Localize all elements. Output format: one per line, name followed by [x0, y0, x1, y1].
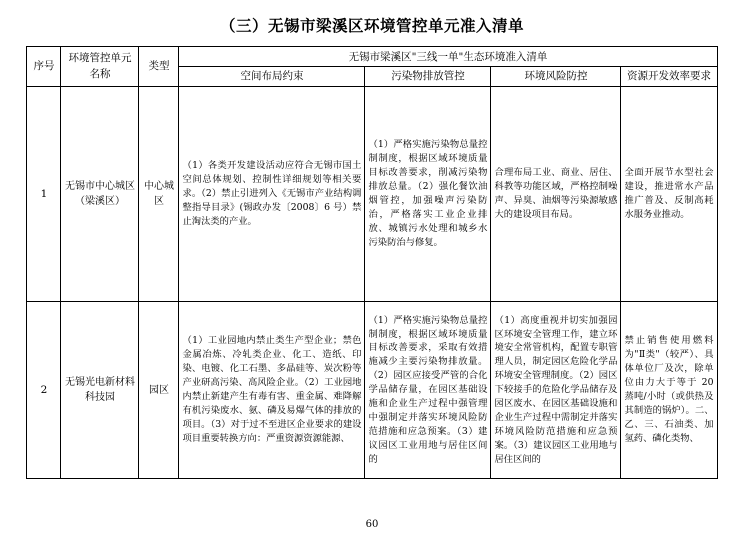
col-header-space-layout: 空间布局约束 — [179, 67, 365, 87]
table-row — [27, 87, 717, 302]
col-header-unit-name: 环境管控单元名称 — [61, 47, 139, 87]
row-space-layout: （1）工业园地内禁止类生产型企业；禁色金属冶炼、冷轧类企业、化工、造纸、印染、电镀、化工石墨、多晶硅等、炭次粉等产业研高污染、高风险企业。（2）工业园地内禁止新建产生有毒有害、重金属、难降解有机污染废水、氨、磷及易爆气体的排放的项目。（3）对于过不至进区企业要求的建设项目重要转换方向：严重资源资源能源、 — [179, 302, 365, 479]
table-row — [27, 302, 717, 479]
row-risk-prevention: （1）高度重视并切实加强园区环境安全管理工作，建立环境安全常管机构，配置专职管理人员，制定园区危险化学品环境安全管理制度。（2）园区下较接手的危险化学品储存及园区废水、在园区基础设施和企业生产过程中需制定并落实环境风险防范措施和应急预案。（3）建议园区工业用地与居住区间的 — [491, 302, 621, 479]
row-seq: 2 — [27, 302, 61, 479]
row-resource-efficiency: 禁止销售使用燃料为"Ⅱ类"（较严）、具体单位厂及次，除单位由力大于等于 20 蒸吨/小时（或供热及其制造的锅炉）。二、乙、三、石油类、加氢药、磷化类物、 — [621, 302, 717, 479]
col-header-risk-prevention: 环境风险防控 — [491, 67, 621, 87]
row-pollution-control: （1）严格实施污染物总量控制制度，根据区域环境质量目标改善要求，削减污染物排放总量。（2）强化餐饮油烟管控，加强噪声污染防治，严格落实工业企业排放、城镇污水处理和城乡水污染防治与修复。 — [365, 87, 491, 302]
row-unit-name: 无锡市中心城区（梁溪区） — [61, 87, 139, 302]
col-header-pollution-control: 污染物排放管控 — [365, 67, 491, 87]
access-list-table — [26, 46, 717, 479]
col-header-resource-efficiency: 资源开发效率要求 — [621, 67, 717, 87]
row-risk-prevention: 合理布局工业、商业、居住、科教等功能区域，严格控制噪声、异臭、油烟等污染源敏感大的建设项目布局。 — [491, 87, 621, 302]
row-pollution-control: （1）严格实施污染物总量控制制度，根据区域环境质量目标改善要求，采取有效措施减少主要污染物排放量。（2）园区应接受严管的合化学品储存量，在园区基础设施和企业生产过程中强管理中强制定并落实环境风险防范措施和应急预案。（3）建议园区工业用地与居住区间的 — [365, 302, 491, 479]
row-unit-name: 无锡光电新材料科技园 — [61, 302, 139, 479]
row-resource-efficiency: 全面开展节水型社会建设，推进常水产品推广普及、反制高耗水服务业推动。 — [621, 87, 717, 302]
table-group-header-row — [27, 47, 717, 67]
row-seq: 1 — [27, 87, 61, 302]
row-type: 中心城区 — [139, 87, 179, 302]
col-header-type: 类型 — [139, 47, 179, 87]
table-group-header: 无锡市梁溪区"三线一单"生态环境准入清单 — [179, 47, 717, 67]
page-title: （三）无锡市梁溪区环境管控单元准入清单 — [219, 16, 524, 35]
row-type: 园区 — [139, 302, 179, 479]
page-number: 60 — [365, 519, 379, 530]
row-space-layout: （1）各类开发建设活动应符合无锡市国土空间总体规划、控制性详细规划等相关要求。（2）禁止引进列入《无锡市产业结构调整指导目录》(锡政办发〔2008〕6 号）禁止淘汰类的产业。 — [179, 87, 365, 302]
col-header-seq: 序号 — [27, 47, 61, 87]
document-page — [0, 14, 744, 536]
